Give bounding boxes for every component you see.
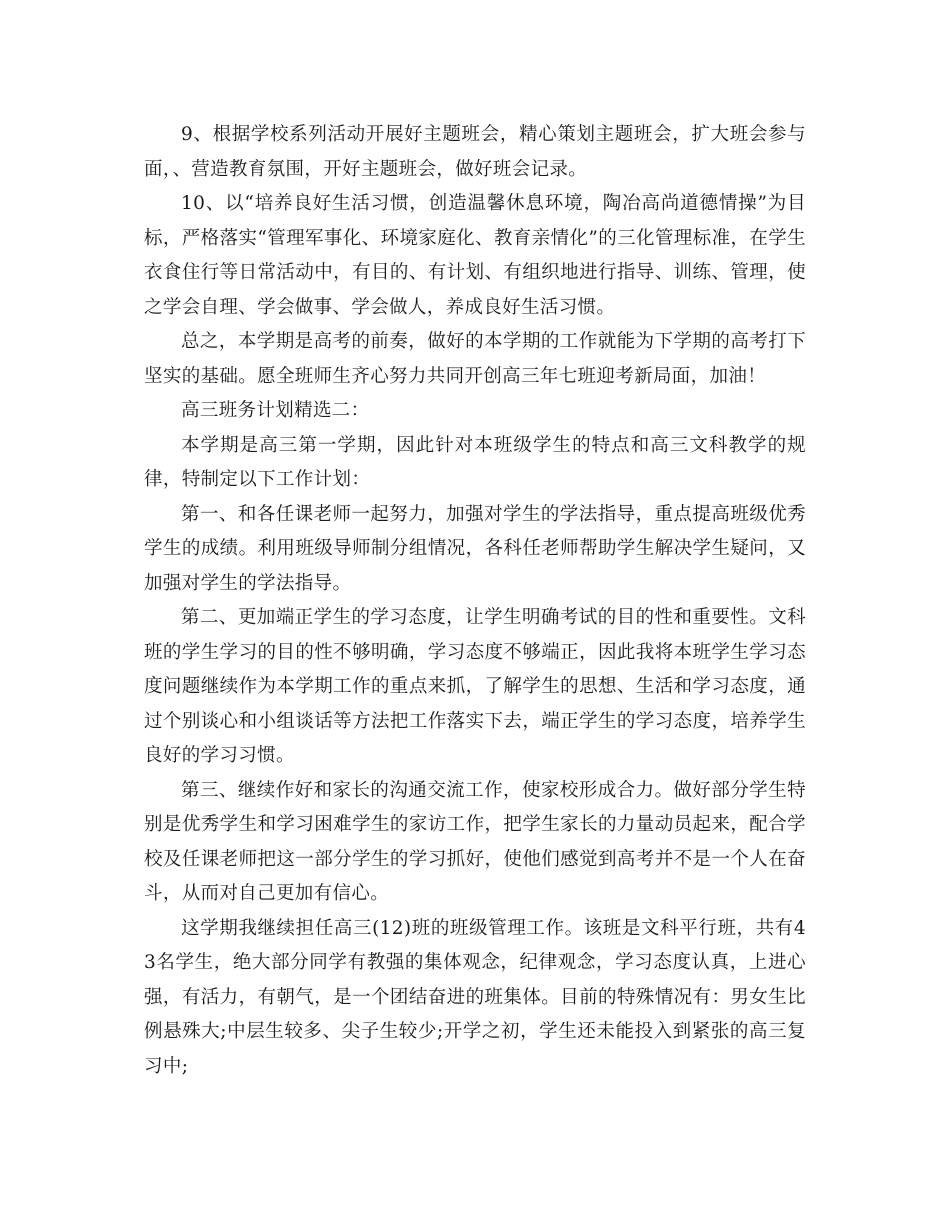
paragraph-second: 第二、更加端正学生的学习态度，让学生明确考试的目的性和重要性。文科班的学生学习的目的性不够明确，学习态度不够端正，因此我将本班学生学习态度问题继续作为本学期工作的重点来抓，了解学生的思想、生活和学习态度，通过个别谈心和小组谈话等方法把工作落实下去，端正学生的学习态度，培养学生良好的学习习惯。 [144, 607, 806, 766]
paragraph-item-10: 10、以“培养良好生活习惯，创造温馨休息环境，陶冶高尚道德情操”为目标，严格落实“管理军事化、环境家庭化、教育亲情化”的三化管理标准，在学生衣食住行等日常活动中，有目的、有计划、有组织地进行指导、训练、管理，使之学会自理、学会做事、学会做人，养成良好生活习惯。 [144, 193, 806, 318]
paragraph-intro: 本学期是高三第一学期，因此针对本班级学生的特点和高三文科教学的规律，特制定以下工作计划： [144, 434, 806, 490]
paragraph-first: 第一、和各任课老师一起努力，加强对学生的学法指导，重点提高班级优秀学生的成绩。利用班级导师制分组情况，各科任老师帮助学生解决学生疑问，又加强对学生的学法指导。 [144, 503, 806, 594]
section-heading: 高三班务计划精选二： [181, 400, 370, 421]
paragraph-third: 第三、继续作好和家长的沟通交流工作，使家校形成合力。做好部分学生特别是优秀学生和学习困难学生的家访工作，把学生家长的力量动员起来，配合学校及任课老师把这一部分学生的学习抓好，使他们感觉到高考并不是一个人在奋斗，从而对自己更加有信心。 [144, 779, 806, 904]
paragraph-item-9: 9、根据学校系列活动开展好主题班会，精心策划主题班会，扩大班会参与面，、营造教育氛围，开好主题班会，做好班会记录。 [144, 124, 806, 180]
paragraph-summary: 总之，本学期是高考的前奏，做好的本学期的工作就能为下学期的高考打下坚实的基础。愿全班师生齐心努力共同开创高三年七班迎考新局面，加油！ [144, 331, 806, 387]
paragraph-class-situation: 这学期我继续担任高三(12)班的班级管理工作。该班是文科平行班，共有43名学生，绝大部分同学有教强的集体观念，纪律观念，学习态度认真，上进心强，有活力，有朝气，是一个团结奋进的班集体。目前的特殊情况有：男女生比例悬殊大;中层生较多、尖子生较少;开学之初，学生还未能投入到紧张的高三复习中; [144, 917, 806, 1077]
document-body [144, 118, 806, 1084]
